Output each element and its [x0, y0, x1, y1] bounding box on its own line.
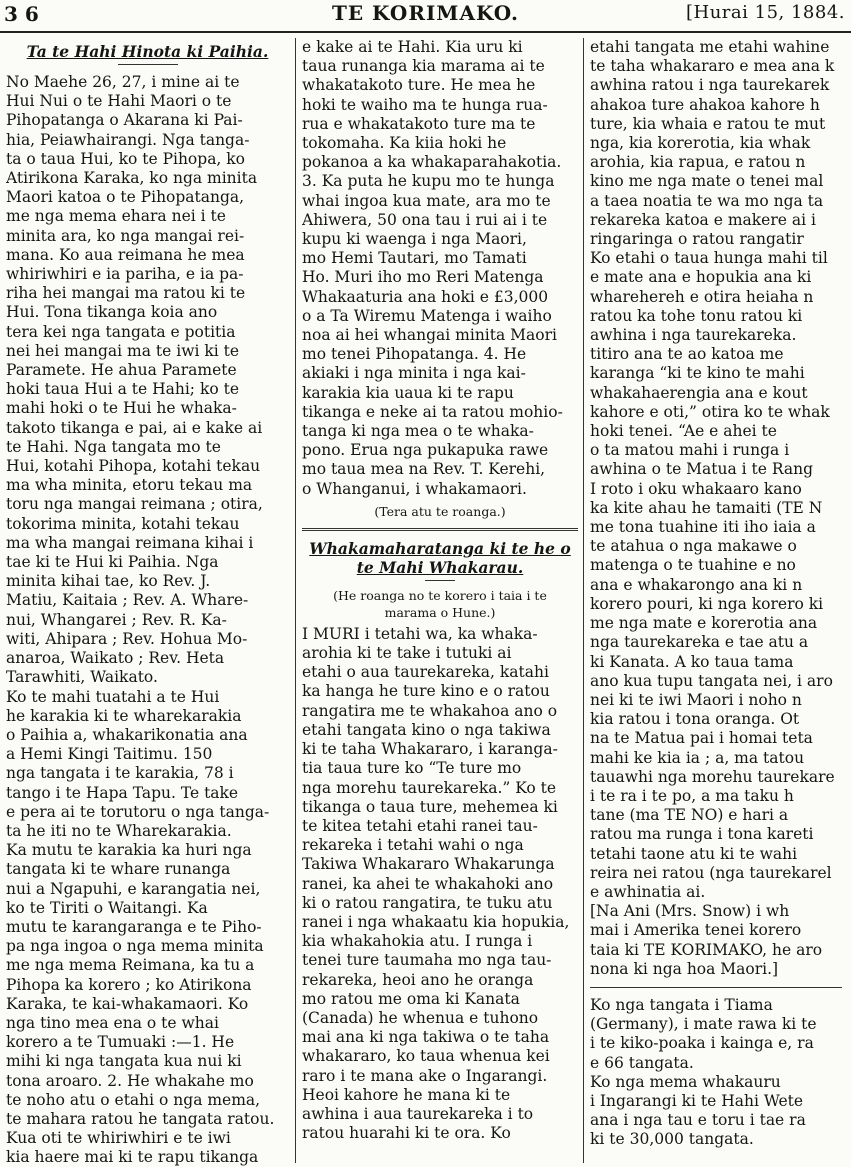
text-line: Karaka, te kai-whakamaori. Ko — [6, 994, 249, 1013]
text-line: ano kua tupu tangata nei, i aro — [590, 671, 833, 690]
text-line: Tarawhiti, Waikato. — [6, 668, 158, 687]
text-line: Hui, kotahi Pihopa, kotahi tekau — [6, 457, 261, 476]
issue-date: [Hurai 15, 1884. — [685, 2, 845, 23]
text-line: witi, Ahipara ; Rev. Hohua Mo- — [6, 629, 248, 648]
text-line: anaroa, Waikato ; Rev. Heta — [6, 649, 225, 668]
news-items — [590, 996, 842, 1150]
article-body — [6, 73, 289, 1167]
text-line: e awhinatia ai. — [590, 882, 706, 901]
text-line: ture, kia whaia e ratou te mut — [590, 114, 826, 133]
text-line: arohia, kia rapua, e ratou n — [590, 153, 806, 172]
text-line: awhina i aua taurekareka i to — [302, 1104, 534, 1123]
page-header — [0, 0, 851, 30]
text-line: noa ai hei whangai minita Maori — [302, 326, 557, 345]
text-line: reira nei ratou (nga taurekarel — [590, 863, 832, 882]
text-line: rekareka katoa e makere ai i — [590, 210, 816, 229]
text-line: whakatakoto ture. He mea he — [302, 76, 536, 95]
column-2 — [302, 38, 578, 1167]
continued-note: (Tera atu te roanga.) — [374, 503, 506, 519]
text-line: tikanga e neke ai ta ratou mohio- — [302, 402, 563, 421]
text-line: o Whanganui, i whakamaori. — [302, 479, 527, 498]
text-line: te atahua o nga makawe o — [590, 537, 797, 556]
text-line: (Canada) he whenua e tuhono — [302, 1008, 539, 1027]
column-3 — [590, 38, 842, 1167]
text-line: e kake ai te Hahi. Kia uru ki — [302, 38, 523, 56]
text-line: ki Kanata. A ko taua tama — [590, 652, 794, 671]
article-heading-2: Whakamaharatanga ki te he o te Mahi Whakarau. — [309, 538, 571, 577]
text-line: he karakia ki te wharekarakia — [6, 706, 242, 725]
text-line: taia ki TE KORIMAKO, he aro — [590, 940, 823, 959]
text-line: kino me nga mate o tenei mal — [590, 172, 824, 191]
text-line: marama o Hune.) — [384, 604, 496, 620]
page-number: 3 6 — [4, 2, 39, 26]
text-line: o Paihia a, whakarikonatia ana — [6, 725, 248, 744]
text-line: mo tenei Pihopatanga. 4. He — [302, 345, 527, 364]
text-line: te kitea tetahi etahi ranei tau- — [302, 816, 538, 835]
text-line: [Na Ani (Mrs. Snow) i wh — [590, 902, 790, 921]
text-line: toru nga mangai reimana ; otira, — [6, 495, 263, 514]
text-line: a taea noatia te wa mo nga ta — [590, 191, 824, 210]
text-line: nui, Whangarei ; Rev. R. Ka- — [6, 610, 227, 629]
text-line: Heoi kahore he mana ki te — [302, 1085, 511, 1104]
text-line: awhina ratou i nga taurekarek — [590, 76, 830, 95]
article-body-2-continued — [590, 38, 842, 979]
text-line: wharehereh e otira heiaha n — [590, 287, 814, 306]
text-line: kia ratou i tona oranga. Ot — [590, 710, 800, 729]
text-line: rekareka i tetahi wahi o nga — [302, 836, 524, 855]
column-divider — [295, 38, 296, 1163]
column-1 — [6, 38, 289, 1167]
text-line: korero pouri, ki nga korero ki — [590, 594, 824, 613]
text-line: (Germany), i mate rawa ki te — [590, 1015, 817, 1034]
text-line: tanga ki nga mea o te whaka- — [302, 422, 534, 441]
text-line: nga tino mea ena o te whai — [6, 1013, 219, 1032]
text-line: nei ki te iwi Maori i noho n — [590, 690, 802, 709]
text-line: karakia kia uaua ki te rapu — [302, 383, 514, 402]
text-line: tenei ture taumaha mo nga tau- — [302, 951, 552, 970]
text-line: i te ra i te po, a ma taku h — [590, 786, 794, 805]
text-line: tae ki te Hui ki Paihia. Nga — [6, 553, 219, 572]
text-line: Hui. Tona tikanga koia ano — [6, 303, 218, 322]
text-line: te Hahi. Nga tangata mo te — [6, 437, 221, 456]
text-line: ta he iti no te Wharekarakia. — [6, 821, 232, 840]
text-line: ka hanga he ture kino e o ratou — [302, 682, 550, 701]
heading-rule — [425, 580, 455, 581]
text-line: mo ratou me oma ki Kanata — [302, 989, 520, 1008]
text-line: ki te 30,000 tangata. — [590, 1130, 754, 1149]
text-line: awhina o te Matua i te Rang — [590, 460, 814, 479]
text-line: me nga mema ehara nei i te — [6, 207, 226, 226]
text-line: tangata ki te whare runanga — [6, 860, 231, 879]
text-line: tera kei nga tangata e potitia — [6, 322, 236, 341]
text-line: Ko etahi o taua hunga mahi til — [590, 249, 828, 268]
text-line: mo Hemi Tautari, mo Tamati — [302, 249, 527, 268]
text-line: Maori katoa o te Pihopatanga, — [6, 188, 245, 207]
column-divider — [583, 38, 584, 1163]
text-line: 3. Ka puta he kupu mo te hunga — [302, 172, 555, 191]
text-line: Ahiwera, 50 ona tau i rui ai i te — [302, 210, 548, 229]
text-line: nga tangata i te karakia, 78 i — [6, 764, 234, 783]
text-line: Ko te mahi tuatahi a te Hui — [6, 687, 220, 706]
text-line: mihi ki nga tangata kua nui ki — [6, 1052, 242, 1071]
text-line: Pihopa ka korero ; ko Atirikona — [6, 975, 252, 994]
text-line: taua runanga kia marama ai te — [302, 57, 545, 76]
text-line: ranei, ka ahei te whakahoki ano — [302, 874, 554, 893]
text-line: ma wha minita, etoru tekau ma — [6, 476, 253, 495]
text-line: korero a te Tumuaki :—1. He — [6, 1033, 235, 1052]
text-line: arohia ki te take i tutuki ai — [302, 644, 512, 663]
text-line: Pihopatanga o Akarana ki Pai- — [6, 111, 243, 130]
text-line: karanga “ki te kino te mahi — [590, 364, 805, 383]
text-line: etahi o aua taurekareka, katahi — [302, 663, 549, 682]
text-line: te noho atu o etahi o nga mema, — [6, 1090, 261, 1109]
text-line: whakahaerengia ana e kout — [590, 383, 808, 402]
text-line: ka kite ahau he tamaiti (TE N — [590, 498, 823, 517]
text-line: rua e whakatakoto ture ma te — [302, 114, 536, 133]
text-line: minita ara, ko nga mangai rei- — [6, 226, 245, 245]
text-line: tango i te Hapa Tapu. Te take — [6, 783, 239, 802]
text-line: minita kihai tae, ko Rev. J. — [6, 572, 211, 591]
text-line: pokanoa a ka whakaparahakotia. — [302, 153, 562, 172]
text-line: tokorima minita, kotahi tekau — [6, 514, 240, 533]
text-line: rekareka, heoi ano he oranga — [302, 970, 534, 989]
text-line: etahi tangata kino o nga takiwa — [302, 720, 551, 739]
text-line: akiaki i nga minita i nga kai- — [302, 364, 526, 383]
text-line: e mate ana e hopukia ana ki — [590, 268, 812, 287]
text-line: na te Matua pai i homai teta — [590, 729, 813, 748]
text-line: kia haere mai ki te rapu tikanga — [6, 1148, 259, 1167]
article-note — [302, 587, 578, 621]
text-line: I roto i oku whakaaro kano — [590, 479, 802, 498]
text-line: tane (ma TE NO) e hari a — [590, 806, 789, 825]
text-line: ma wha mangai reimana kihai i — [6, 533, 254, 552]
section-rule — [302, 528, 578, 531]
text-line: tetahi taone atu ki te wahi — [590, 844, 798, 863]
header-rule — [0, 31, 851, 33]
text-line: nona ki nga hoa Maori.] — [590, 959, 779, 978]
text-line: ranei i nga whakaatu kia hopukia, — [302, 912, 570, 931]
text-line: nga taurekareka e tae atu a — [590, 633, 809, 652]
text-line: tona aroaro. 2. He whakahe mo — [6, 1071, 254, 1090]
text-line: hoki taua Hui a te Hahi; ko te — [6, 380, 239, 399]
text-line: whakararo, ko taua whenua kei — [302, 1047, 550, 1066]
text-line: nui a Ngapuhi, e karangatia nei, — [6, 879, 261, 898]
text-line: ki te taha Whakararo, i karanga- — [302, 740, 558, 759]
text-line: tokomaha. Ka kiia hoki he — [302, 134, 507, 153]
text-line: I MURI i tetahi wa, ka whaka- — [302, 624, 538, 643]
text-line: te mahara ratou he tangata ratou. — [6, 1109, 275, 1128]
text-line: Ko nga tangata i Tiama — [590, 995, 773, 1014]
text-line: takoto tikanga e pai, ai e kake ai — [6, 418, 263, 437]
section-rule — [590, 987, 842, 988]
text-line: nei hei mangai ma te iwi ki te — [6, 341, 240, 360]
text-line: ringaringa o ratou rangatir — [590, 230, 804, 249]
text-line: titiro ana te ao katoa me — [590, 345, 784, 364]
text-line: ahakoa ture ahakoa kahore h — [590, 95, 820, 114]
text-line: Hui Nui o te Hahi Maori o te — [6, 92, 232, 111]
heading-rule — [118, 64, 178, 65]
text-line: ana e whakarongo ana ki n — [590, 575, 803, 594]
text-line: rangatira me te whakahoa ano o — [302, 701, 558, 720]
text-line: mo taua mea na Rev. T. Kerehi, — [302, 460, 546, 479]
text-line: Matiu, Kaitaia ; Rev. A. Whare- — [6, 591, 249, 610]
text-line: mahi ke kia ia ; a, ma tatou — [590, 748, 805, 767]
text-line: raro i te mana ake o Ingarangi. — [302, 1066, 548, 1085]
text-line: mana. Ko aua reimana he mea — [6, 245, 245, 264]
text-line: Whakaaturia ana hoki e £3,000 — [302, 287, 549, 306]
text-line: Atirikona Karaka, ko nga minita — [6, 169, 258, 188]
text-line: ratou ma runga i tona kareti — [590, 825, 814, 844]
text-line: mutu te karangaranga e te Piho- — [6, 917, 262, 936]
text-line: Takiwa Whakararo Whakarunga — [302, 855, 555, 874]
text-line: kupu ki waenga i nga Maori, — [302, 230, 527, 249]
text-line: ki o ratou rangatira, te tuku atu — [302, 893, 553, 912]
text-line: tikanga o taua ture, mehemea ki — [302, 797, 558, 816]
text-line: i Ingarangi ki te Hahi Wete — [590, 1091, 804, 1110]
text-line: hoki tenei. “Ae e ahei te — [590, 422, 777, 441]
text-line: me nga mema Reimana, ka tu a — [6, 956, 255, 975]
text-line: nga morehu taurekareka.” Ko te — [302, 778, 557, 797]
text-line: o ta matou mahi i runga i — [590, 441, 790, 460]
text-line: Paramete. He ahua Paramete — [6, 361, 237, 380]
text-line: ratou huarahi ki te ora. Ko — [302, 1124, 511, 1143]
text-line: ratou ka tohe tonu ratou ki — [590, 306, 803, 325]
text-line: pono. Erua nga pukapuka rawe — [302, 441, 549, 460]
article-body-continued — [302, 38, 578, 499]
text-line: tauawhi nga morehu taurekare — [590, 767, 835, 786]
text-line: whiriwhiri e ia pariha, e ia pa- — [6, 265, 244, 284]
text-line: ko te Tiriti o Waitangi. Ka — [6, 898, 208, 917]
text-line: hia, Peiawhairangi. Nga tanga- — [6, 130, 250, 149]
text-line: Kua oti te whiriwhiri e te iwi — [6, 1129, 231, 1148]
text-line: riha hei mangai ma ratou ki te — [6, 284, 246, 303]
text-line: mahi hoki o te Hui he whaka- — [6, 399, 237, 418]
text-line: o a Ta Wiremu Matenga i waiho — [302, 306, 552, 325]
text-line: awhina i nga taurekareka. — [590, 326, 797, 345]
text-line: tia taua ture ko “Te ture mo — [302, 759, 522, 778]
article-heading: Ta te Hahi Hinota ki Paihia. — [26, 42, 269, 61]
text-line: kahore e oti,” otira ko te whak — [590, 402, 830, 421]
text-line: pa nga ingoa o nga mema minita — [6, 937, 264, 956]
text-line: a Hemi Kingi Taitimu. 150 — [6, 745, 213, 764]
text-line: etahi tangata me etahi wahine — [590, 38, 830, 56]
text-line: te taha whakararo e mea ana k — [590, 57, 835, 76]
text-line: e 66 tangata. — [590, 1053, 694, 1072]
text-line: me tona tuahine iti iho iaia a — [590, 518, 816, 537]
text-line: No Maehe 26, 27, i mine ai te — [6, 73, 240, 91]
text-line: nga, kia korerotia, kia whak — [590, 134, 811, 153]
masthead-title: TE KORIMAKO. — [331, 1, 520, 25]
text-line: Ko nga mema whakauru — [590, 1072, 781, 1091]
text-line: (He roanga no te korero i taia i te — [333, 587, 547, 603]
text-line: Ho. Muri iho mo Reri Matenga — [302, 268, 544, 287]
text-line: mai ana ki nga takiwa o te taha — [302, 1028, 550, 1047]
text-line: e pera ai te torutoru o nga tanga- — [6, 802, 270, 821]
article-body-2 — [302, 625, 578, 1143]
text-line: ana i nga tau e toru i tae ra — [590, 1111, 806, 1130]
text-line: Ka mutu te karakia ka huri nga — [6, 841, 252, 860]
text-line: hoki te waiho ma te hunga rua- — [302, 95, 548, 114]
text-line: i te kiko-poaka i kainga e, ra — [590, 1034, 814, 1053]
text-line: matenga o te tuahine e no — [590, 556, 796, 575]
text-line: ta o taua Hui, ko te Pihopa, ko — [6, 149, 246, 168]
text-line: mai i Amerika tenei korero — [590, 921, 802, 940]
text-line: whai ingoa kua mate, ara mo te — [302, 191, 551, 210]
text-line: kia whakahokia atu. I runga i — [302, 932, 533, 951]
text-line: me nga mate e korerotia ana — [590, 614, 818, 633]
